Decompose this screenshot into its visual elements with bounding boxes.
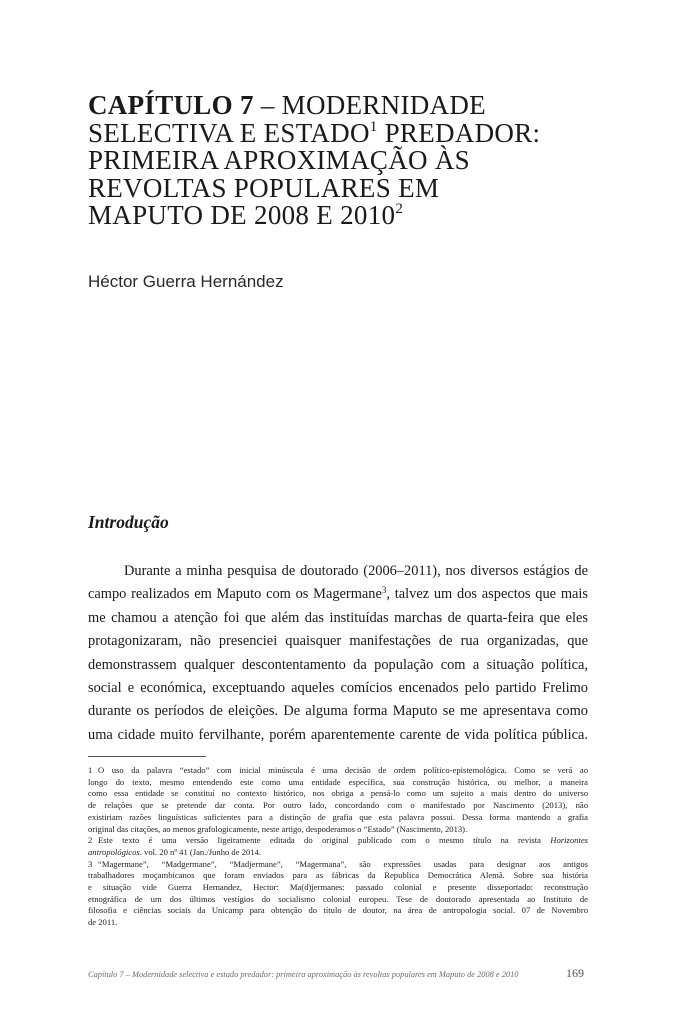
body-line: durante os períodos de eleições. De alguma forma Maputo se me apresentava como — [88, 703, 588, 720]
footnote-1-line: como essa entidade se constituí no contexto histórico, nos obriga a pensá-lo como um sujeito a mais dentro do universo — [88, 788, 588, 799]
footnote-1-line: 1 O uso da palavra “estado” com inicial minúscula é uma decisão de ordem político-epistemológica. Como se verá ao — [88, 765, 588, 775]
footnote-3-line: de 2011. — [88, 917, 118, 928]
footnote-1-line: existiriam razões linguísticas suficientes para a distinção de grafia que esta palavra possui. Dessa forma mantendo a grafia — [88, 811, 588, 822]
journal-title: antropológicos — [88, 846, 140, 857]
footnote-3-line: trabalhadores moçambicanos que foram enviados para as fábricas da Republica Democrática Alemã. Sobre sua história — [88, 870, 588, 881]
footnote-number: 3 — [88, 858, 93, 869]
author-name: Héctor Guerra Hernández — [88, 272, 284, 291]
chapter-title-line: CAPÍTULO 7 – MODERNIDADE — [88, 90, 486, 120]
body-line: me chamou a atenção foi que além das instituídas marchas de quarta-feira que eles — [88, 609, 588, 626]
footnote-ref-1[interactable]: 1 — [369, 118, 378, 135]
body-paragraph — [88, 560, 588, 747]
chapter-title-line: SELECTIVA E ESTADO$^1$ PREDADOR: — [88, 117, 541, 148]
footnote-3-line: 3 “Magermane”, “Madgermane”, “Madjermane”, “Magermana”, são expressões usadas para designar aos antigos — [88, 858, 588, 869]
journal-title: Horizontes — [550, 835, 588, 846]
chapter-title-line: MAPUTO DE 2008 E 2010$^2$ — [88, 200, 404, 230]
footnote-1-line: de relações que se pretende dar conta. Por outro lado, concordando com o manifestado por Nascimento (2013), não — [88, 800, 588, 811]
chapter-title — [88, 92, 608, 230]
footnotes — [88, 765, 588, 929]
body-line: campo realizados em Maputo com os Magermane$^3$, talvez um dos aspectos que mais — [88, 585, 588, 603]
footnote-1-line: original das citações, ao menos grafologicamente, neste artigo, despoderamos o “Estado” (Nascimento, 2013). — [88, 823, 468, 834]
running-footer: Capítulo 7 – Modernidade selectiva e estado predador: primeira aproximação às revoltas populares em Maputo de 2008 e 2010 — [88, 970, 519, 979]
footnote-ref-3[interactable]: 3 — [381, 585, 387, 596]
chapter-label: CAPÍTULO 7 — [88, 90, 254, 120]
body-line: demonstrassem qualquer descontentamento da população com a situação política, — [88, 656, 588, 673]
footnote-3-line: etnográfica de um dos últimos vestígios do socialismo colonial europeu. Tese de doutorado apresentada ao Instituto de — [88, 893, 588, 904]
body-line: Durante a minha pesquisa de doutorado (2006–2011), nos diversos estágios de — [124, 563, 588, 579]
body-line: uma cidade muito fervilhante, porém aparentemente carente de vida política pública. — [88, 726, 588, 743]
body-line: social e económica, exceptuando aqueles comícios encenados pelo partido Frelimo — [88, 680, 588, 697]
footnote-2-line: antropológicos. vol. 20 nº 41 (Jan./Junho de 2014. — [88, 846, 262, 857]
footnote-number: 1 — [88, 765, 93, 775]
footnote-number: 2 — [88, 835, 93, 846]
section-heading: Introdução — [88, 512, 169, 532]
footnote-2-line: 2 Este texto é uma versão ligeiramente editada do original publicado com o mesmo título na revista Horizontes — [88, 835, 588, 846]
footnote-ref-2[interactable]: 2 — [395, 201, 404, 217]
footnote-3-line: filosofia e ciências sociais da Unicamp para obtenção do título de doutor, na área de antropologia social. 07 de Novembro — [88, 905, 588, 916]
page-number: 169 — [566, 966, 584, 980]
body-line: protagonizaram, não presenciei quaisquer manifestações de rua organizadas, que — [88, 633, 588, 650]
chapter-title-line: REVOLTAS POPULARES EM — [88, 172, 440, 203]
footnote-divider — [88, 756, 206, 757]
footnote-3-line: e situação vide Guerra Hernandez, Hector: Ma(d)jermanes: passado colonial e presente disseportado: reconstrução — [88, 882, 588, 893]
footnote-1-line: longo do texto, mesmo entendendo este como uma entidade específica, sua construção histórica, ou melhor, a maneira — [88, 776, 588, 787]
chapter-title-line: PRIMEIRA APROXIMAÇÃO ÀS — [88, 145, 470, 175]
